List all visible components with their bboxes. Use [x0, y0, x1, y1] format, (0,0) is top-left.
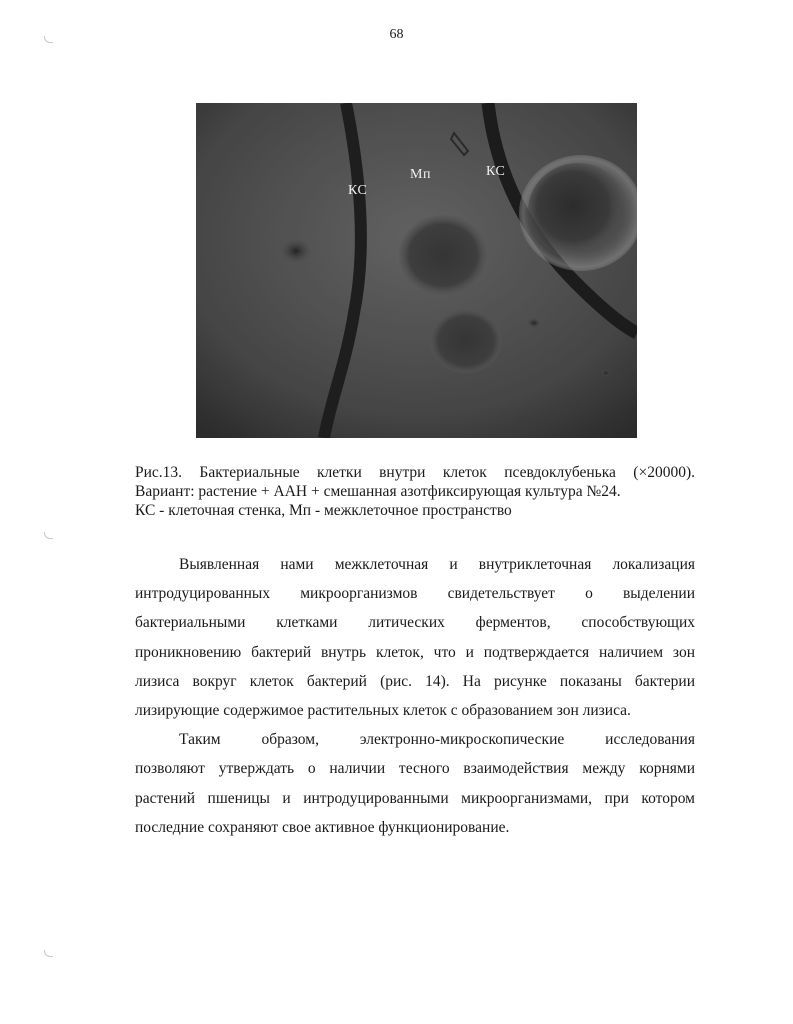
text-line: лизиса вокруг клеток бактерий (рис. 14). На рисунке показаны бактерии [135, 672, 695, 690]
text-line: проникновению бактерий внутрь клеток, что и подтверждается наличием зон [135, 643, 695, 661]
text-line: растений пшеницы и интродуцированными микроорганизмами, при котором [135, 789, 695, 807]
text-line: бактериальными клетками литических ферментов, способствующих [135, 614, 695, 632]
body-text [135, 550, 695, 842]
text-line: позволяют утверждать о наличии тесного взаимодействия между корнями [135, 760, 695, 778]
binding-mark [44, 532, 53, 539]
label-cell-wall-left: КС [348, 183, 368, 198]
paragraph [135, 725, 695, 842]
caption-line: КС - клеточная стенка, Мп - межклеточное пространство [135, 502, 512, 519]
micrograph-image [196, 103, 637, 438]
text-line: лизирующие содержимое растительных клеток с образованием зон лизиса. [135, 702, 631, 720]
caption-line: Рис.13. Бактериальные клетки внутри клеток псевдоклубенька (×20000). [135, 464, 695, 481]
page-number: 68 [389, 27, 404, 42]
bacterial-cell [399, 215, 487, 295]
label-intercellular-space: Мп [410, 167, 431, 182]
electron-micrograph [196, 103, 637, 438]
text-line: последние сохраняют свое активное функционирование. [135, 818, 510, 836]
paragraph [135, 550, 695, 725]
text-line: Таким образом, электронно-микроскопические исследования [179, 731, 695, 749]
label-cell-wall-right: КС [486, 164, 506, 179]
binding-mark [44, 950, 53, 957]
bacterial-cell [528, 163, 628, 259]
bacterial-cell [430, 309, 502, 373]
text-line: Выявленная нами межклеточная и внутриклеточная локализация [179, 556, 695, 573]
figure-caption [135, 463, 695, 520]
text-line: интродуцированных микроорганизмов свидетельствует о выделении [135, 585, 695, 603]
caption-line: Вариант: растение + ААН + смешанная азотфиксирующая культура №24. [135, 483, 621, 500]
